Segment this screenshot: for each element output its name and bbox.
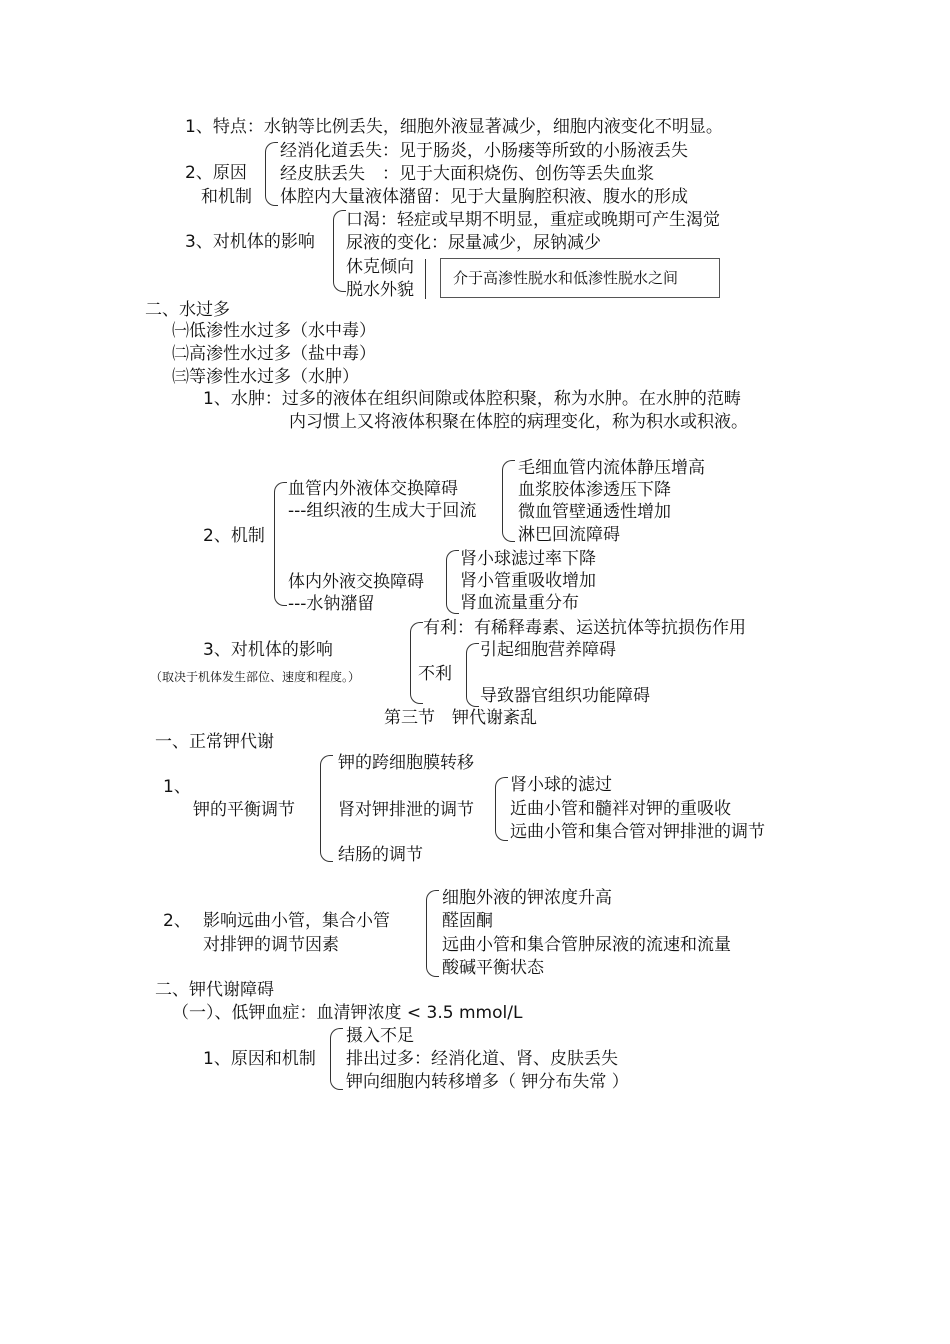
cause-label-2: 和机制 (201, 187, 252, 207)
brace (330, 1028, 343, 1090)
brace (502, 460, 515, 542)
kidney-item: 近曲小管和髓袢对钾的重吸收 (510, 799, 731, 819)
brace (446, 550, 459, 614)
list-item: ㈡高渗性水过多（盐中毒） (172, 344, 376, 364)
cause-label-3: 1、原因和机制 (203, 1049, 316, 1069)
list-item: ㈠低渗性水过多（水中毒） (172, 321, 376, 341)
edema-definition-2: 内习惯上又将液体积聚在体腔的病理变化，称为积水或积液。 (289, 412, 748, 432)
mechanism-2-item: 肾小管重吸收增加 (460, 571, 596, 591)
mechanism-1-item: 毛细血管内流体静压增高 (518, 458, 705, 478)
effect-item: 口渴：轻症或早期不明显，重症或晚期可产生渴觉 (346, 210, 720, 230)
balance-label: 钾的平衡调节 (193, 800, 295, 820)
brace (333, 210, 346, 292)
mechanism-1-item: 淋巴回流障碍 (518, 525, 620, 545)
heading-water-excess: 二、水过多 (145, 300, 230, 320)
effect-label: 3、对机体的影响 (185, 232, 315, 252)
hypokalemia-line: （一）、低钾血症：血清钾浓度 < 3.5 mmol/L (172, 1003, 523, 1023)
benefit-line: 有利：有稀释毒素、运送抗体等抗损伤作用 (423, 618, 746, 638)
harm-item: 引起细胞营养障碍 (480, 640, 616, 660)
list-item: ㈢等渗性水过多（水肿） (172, 367, 359, 387)
mechanism-label: 2、机制 (203, 526, 265, 546)
harm-item: 导致器官组织功能障碍 (480, 686, 650, 706)
feature-line: 1、特点：水钠等比例丢失，细胞外液显著减少，细胞内液变化不明显。 (185, 117, 723, 137)
mechanism-1: 血管内外液体交换障碍 (288, 479, 458, 499)
mechanism-2-item: 肾血流量重分布 (460, 593, 579, 613)
cause-item: 体腔内大量液体潴留：见于大量胸腔积液、腹水的形成 (280, 187, 688, 207)
kidney-item: 肾小球的滤过 (510, 775, 612, 795)
effect-note: （取决于机体发生部位、速度和程度。） (150, 670, 361, 684)
balance-item: 结肠的调节 (338, 845, 423, 865)
balance-item: 肾对钾排泄的调节 (338, 800, 474, 820)
brace (495, 777, 508, 841)
heading-normal-potassium: 一、正常钾代谢 (155, 732, 274, 752)
effect-item: 尿液的变化：尿量减少，尿钠减少 (346, 233, 601, 253)
cause-item: 经皮肤丢失 ：见于大面积烧伤、创伤等丢失血浆 (280, 164, 654, 184)
brace (426, 890, 439, 977)
effect-label-2: 3、对机体的影响 (203, 640, 333, 660)
cause-item: 钾向细胞内转移增多（ 钾分布失常 ） (346, 1072, 629, 1092)
factor-item: 细胞外液的钾浓度升高 (442, 888, 612, 908)
harm-label: 不利 (418, 664, 452, 684)
mechanism-1-note: ---组织液的生成大于回流 (288, 501, 477, 521)
mechanism-2: 体内外液交换障碍 (288, 572, 424, 592)
cause-item: 排出过多：经消化道、肾、皮肤丢失 (346, 1049, 618, 1069)
brace (466, 643, 479, 707)
brace (274, 482, 287, 606)
factor-label-2: 对排钾的调节因素 (203, 935, 339, 955)
edema-definition: 1、水肿：过多的液体在组织间隙或体腔积聚，称为水肿。在水肿的范畴 (203, 389, 741, 409)
shock-label: 休克倾向 (346, 257, 414, 277)
bracket-line (425, 259, 426, 299)
mechanism-1-item: 血浆胶体渗透压下降 (518, 480, 671, 500)
brace (265, 142, 278, 206)
item-number: 1、 (163, 777, 191, 797)
mechanism-1-item: 微血管壁通透性增加 (518, 502, 671, 522)
mechanism-2-item: 肾小球滤过率下降 (460, 549, 596, 569)
section-title: 第三节 钾代谢紊乱 (384, 708, 537, 728)
mechanism-2-note: ---水钠潴留 (288, 594, 375, 614)
text-box-content: 介于高渗性脱水和低渗性脱水之间 (453, 269, 679, 287)
factor-item: 远曲小管和集合管肿尿液的流速和流量 (442, 935, 731, 955)
factor-label: 影响远曲小管，集合小管 (203, 911, 390, 931)
heading-potassium-disorder: 二、钾代谢障碍 (155, 980, 274, 1000)
factor-item: 酸碱平衡状态 (442, 958, 544, 978)
kidney-item: 远曲小管和集合管对钾排泄的调节 (510, 822, 765, 842)
factor-item: 醛固酮 (442, 911, 493, 931)
dehydration-look-label: 脱水外貌 (346, 280, 414, 300)
cause-item: 经消化道丢失：见于肠炎，小肠瘘等所致的小肠液丢失 (280, 141, 688, 161)
balance-item: 钾的跨细胞膜转移 (338, 753, 474, 773)
brace (320, 755, 333, 862)
item-number: 2、 (163, 911, 191, 931)
cause-label: 2、原因 (185, 163, 247, 183)
cause-item: 摄入不足 (346, 1026, 414, 1046)
